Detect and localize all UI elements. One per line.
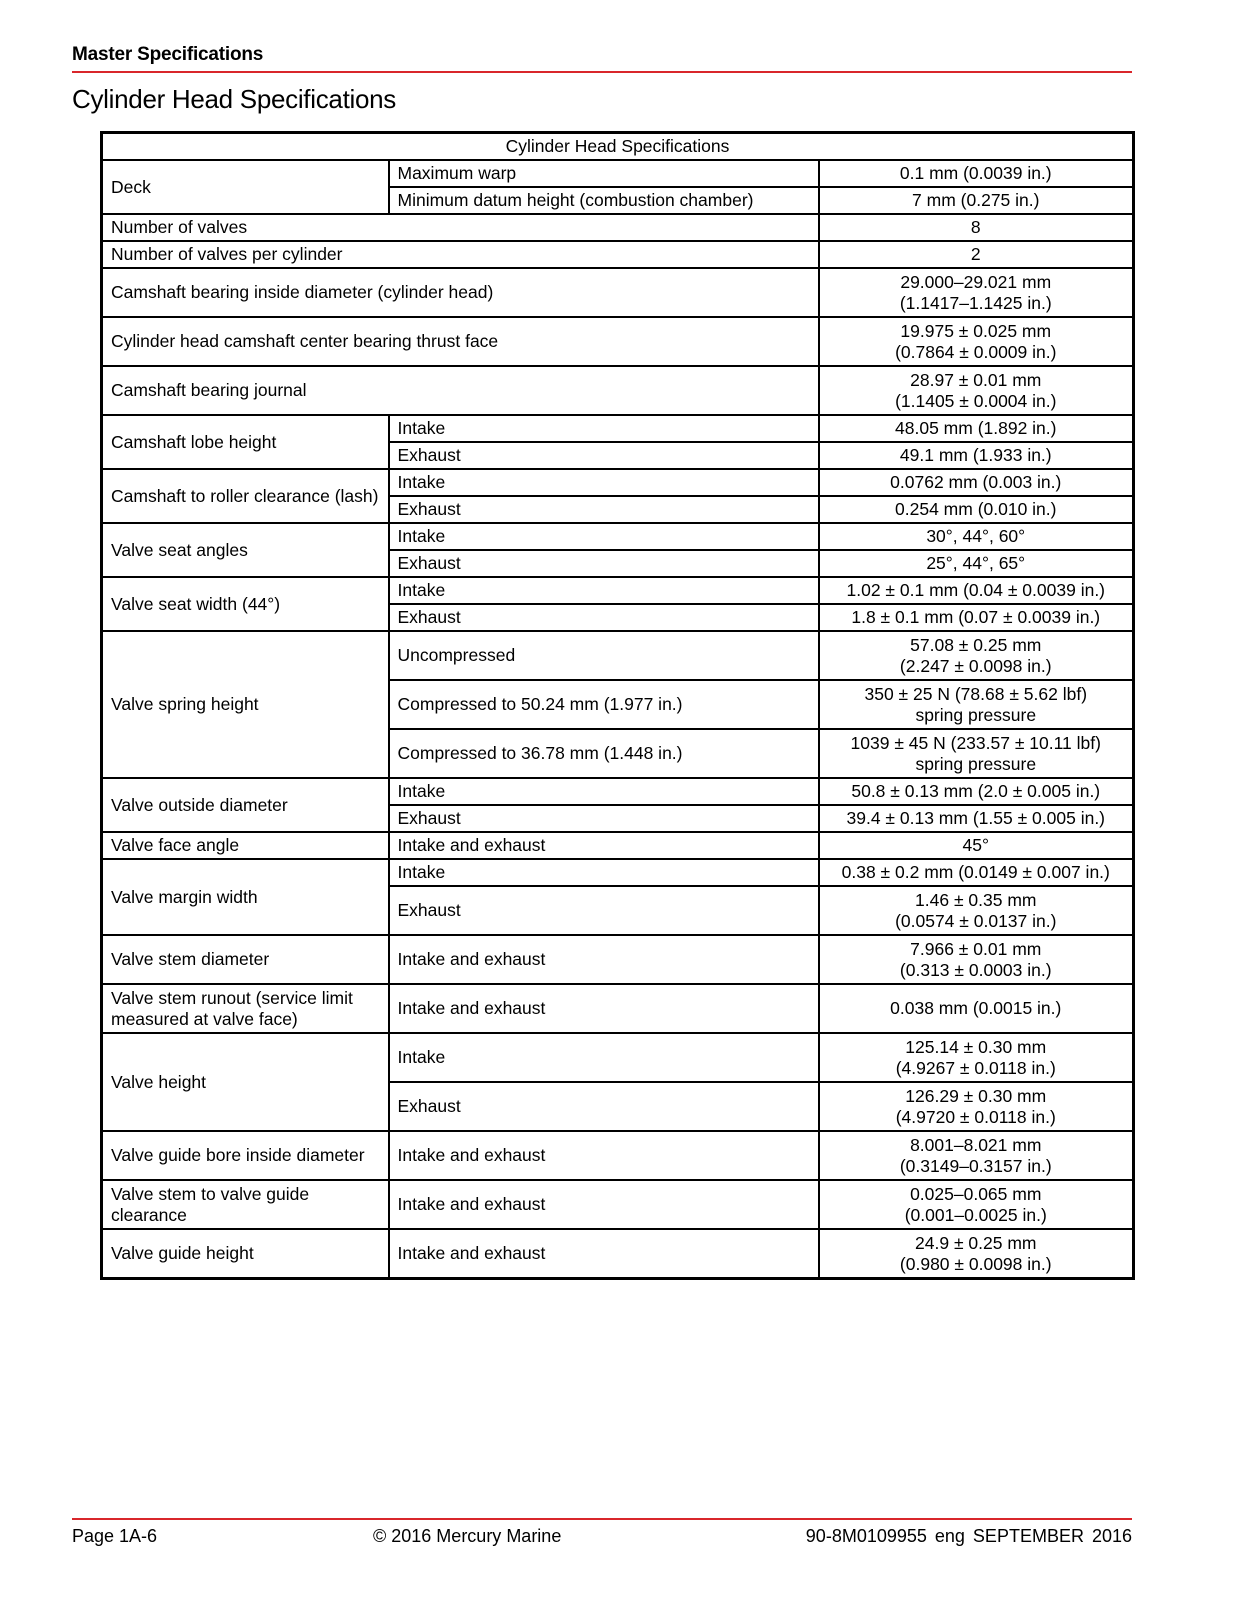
row-sublabel: Exhaust <box>389 496 819 523</box>
row-value: 49.1 mm (1.933 in.) <box>819 442 1134 469</box>
cylinder-head-spec-table <box>100 131 1135 1280</box>
row-label: Valve guide bore inside diameter <box>102 1131 389 1180</box>
row-value: 7.966 ± 0.01 mm (0.313 ± 0.0003 in.) <box>819 935 1134 984</box>
row-sublabel: Minimum datum height (combustion chamber) <box>389 187 819 214</box>
row-value: 0.38 ± 0.2 mm (0.0149 ± 0.007 in.) <box>819 859 1134 886</box>
row-value: 25°, 44°, 65° <box>819 550 1134 577</box>
table-row <box>102 469 1134 496</box>
row-value: 1.02 ± 0.1 mm (0.04 ± 0.0039 in.) <box>819 577 1134 604</box>
row-value: 8.001–8.021 mm (0.3149–0.3157 in.) <box>819 1131 1134 1180</box>
row-value: 28.97 ± 0.01 mm (1.1405 ± 0.0004 in.) <box>819 366 1134 415</box>
row-value: 50.8 ± 0.13 mm (2.0 ± 0.005 in.) <box>819 778 1134 805</box>
row-sublabel: Exhaust <box>389 805 819 832</box>
table-row <box>102 366 1134 415</box>
row-label: Number of valves per cylinder <box>102 241 819 268</box>
table-row <box>102 1033 1134 1082</box>
table-row <box>102 241 1134 268</box>
row-value: 29.000–29.021 mm (1.1417–1.1425 in.) <box>819 268 1134 317</box>
row-sublabel: Exhaust <box>389 886 819 935</box>
row-label: Number of valves <box>102 214 819 241</box>
row-sublabel: Intake <box>389 469 819 496</box>
row-sublabel: Compressed to 50.24 mm (1.977 in.) <box>389 680 819 729</box>
page-number: Page 1A-6 <box>72 1526 158 1546</box>
row-value: 350 ± 25 N (78.68 ± 5.62 lbf) spring pressure <box>819 680 1134 729</box>
row-sublabel: Intake and exhaust <box>389 935 819 984</box>
row-value: 48.05 mm (1.892 in.) <box>819 415 1134 442</box>
row-sublabel: Exhaust <box>389 604 819 631</box>
row-sublabel: Intake and exhaust <box>389 984 819 1033</box>
row-value: 45° <box>819 832 1134 859</box>
footer-rule <box>72 1518 1132 1520</box>
row-value: 19.975 ± 0.025 mm (0.7864 ± 0.0009 in.) <box>819 317 1134 366</box>
section-header: Master Specifications <box>72 44 264 65</box>
table-row <box>102 859 1134 886</box>
row-value: 0.1 mm (0.0039 in.) <box>819 160 1134 187</box>
row-sublabel: Exhaust <box>389 442 819 469</box>
row-sublabel: Exhaust <box>389 550 819 577</box>
row-sublabel: Intake <box>389 1033 819 1082</box>
table-row <box>102 214 1134 241</box>
row-label: Valve guide height <box>102 1229 389 1279</box>
row-label: Camshaft bearing journal <box>102 366 819 415</box>
row-label: Valve face angle <box>102 832 389 859</box>
row-label: Valve stem diameter <box>102 935 389 984</box>
row-label: Camshaft to roller clearance (lash) <box>102 469 389 523</box>
copyright-notice: © 2016 Mercury Marine <box>373 1526 562 1546</box>
row-label: Valve stem runout (service limit measured at valve face) <box>102 984 389 1033</box>
row-label: Deck <box>102 160 389 214</box>
row-value: 1039 ± 45 N (233.57 ± 10.11 lbf) spring pressure <box>819 729 1134 778</box>
table-row <box>102 1229 1134 1279</box>
row-label: Valve seat width (44°) <box>102 577 389 631</box>
row-value: 57.08 ± 0.25 mm (2.247 ± 0.0098 in.) <box>819 631 1134 680</box>
row-value: 125.14 ± 0.30 mm (4.9267 ± 0.0118 in.) <box>819 1033 1134 1082</box>
table-row <box>102 160 1134 187</box>
row-sublabel: Intake and exhaust <box>389 1180 819 1229</box>
row-sublabel: Intake and exhaust <box>389 1131 819 1180</box>
row-value: 0.0762 mm (0.003 in.) <box>819 469 1134 496</box>
row-value: 1.8 ± 0.1 mm (0.07 ± 0.0039 in.) <box>819 604 1134 631</box>
row-value: 1.46 ± 0.35 mm (0.0574 ± 0.0137 in.) <box>819 886 1134 935</box>
row-value: 2 <box>819 241 1134 268</box>
row-label: Valve spring height <box>102 631 389 778</box>
row-label: Valve outside diameter <box>102 778 389 832</box>
row-sublabel: Compressed to 36.78 mm (1.448 in.) <box>389 729 819 778</box>
row-value: 0.025–0.065 mm (0.001–0.0025 in.) <box>819 1180 1134 1229</box>
row-sublabel: Maximum warp <box>389 160 819 187</box>
table-caption: Cylinder Head Specifications <box>102 133 1134 161</box>
row-sublabel: Intake <box>389 859 819 886</box>
table-row <box>102 415 1134 442</box>
document-id: 90-8M0109955 eng SEPTEMBER 2016 <box>805 1526 1132 1546</box>
row-sublabel: Uncompressed <box>389 631 819 680</box>
row-label: Valve margin width <box>102 859 389 935</box>
table-row <box>102 935 1134 984</box>
row-sublabel: Intake <box>389 577 819 604</box>
table-row <box>102 631 1134 680</box>
row-value: 7 mm (0.275 in.) <box>819 187 1134 214</box>
row-sublabel: Intake <box>389 778 819 805</box>
row-label: Valve seat angles <box>102 523 389 577</box>
table-row <box>102 577 1134 604</box>
page-title: Cylinder Head Specifications <box>72 84 396 114</box>
table-row <box>102 778 1134 805</box>
row-value: 0.254 mm (0.010 in.) <box>819 496 1134 523</box>
row-sublabel: Intake <box>389 523 819 550</box>
row-label: Camshaft lobe height <box>102 415 389 469</box>
table-row <box>102 1131 1134 1180</box>
row-value: 39.4 ± 0.13 mm (1.55 ± 0.005 in.) <box>819 805 1134 832</box>
row-value: 126.29 ± 0.30 mm (4.9720 ± 0.0118 in.) <box>819 1082 1134 1131</box>
row-value: 24.9 ± 0.25 mm (0.980 ± 0.0098 in.) <box>819 1229 1134 1279</box>
row-label: Valve height <box>102 1033 389 1131</box>
table-row <box>102 832 1134 859</box>
row-sublabel: Intake and exhaust <box>389 832 819 859</box>
table-row <box>102 268 1134 317</box>
row-value: 8 <box>819 214 1134 241</box>
table-row <box>102 317 1134 366</box>
row-value: 30°, 44°, 60° <box>819 523 1134 550</box>
header-rule <box>72 71 1132 73</box>
table-row <box>102 1180 1134 1229</box>
table-row <box>102 984 1134 1033</box>
row-label: Valve stem to valve guide clearance <box>102 1180 389 1229</box>
row-sublabel: Intake and exhaust <box>389 1229 819 1279</box>
row-label: Camshaft bearing inside diameter (cylinder head) <box>102 268 819 317</box>
row-sublabel: Exhaust <box>389 1082 819 1131</box>
table-row <box>102 523 1134 550</box>
row-label: Cylinder head camshaft center bearing thrust face <box>102 317 819 366</box>
row-value: 0.038 mm (0.0015 in.) <box>819 984 1134 1033</box>
row-sublabel: Intake <box>389 415 819 442</box>
